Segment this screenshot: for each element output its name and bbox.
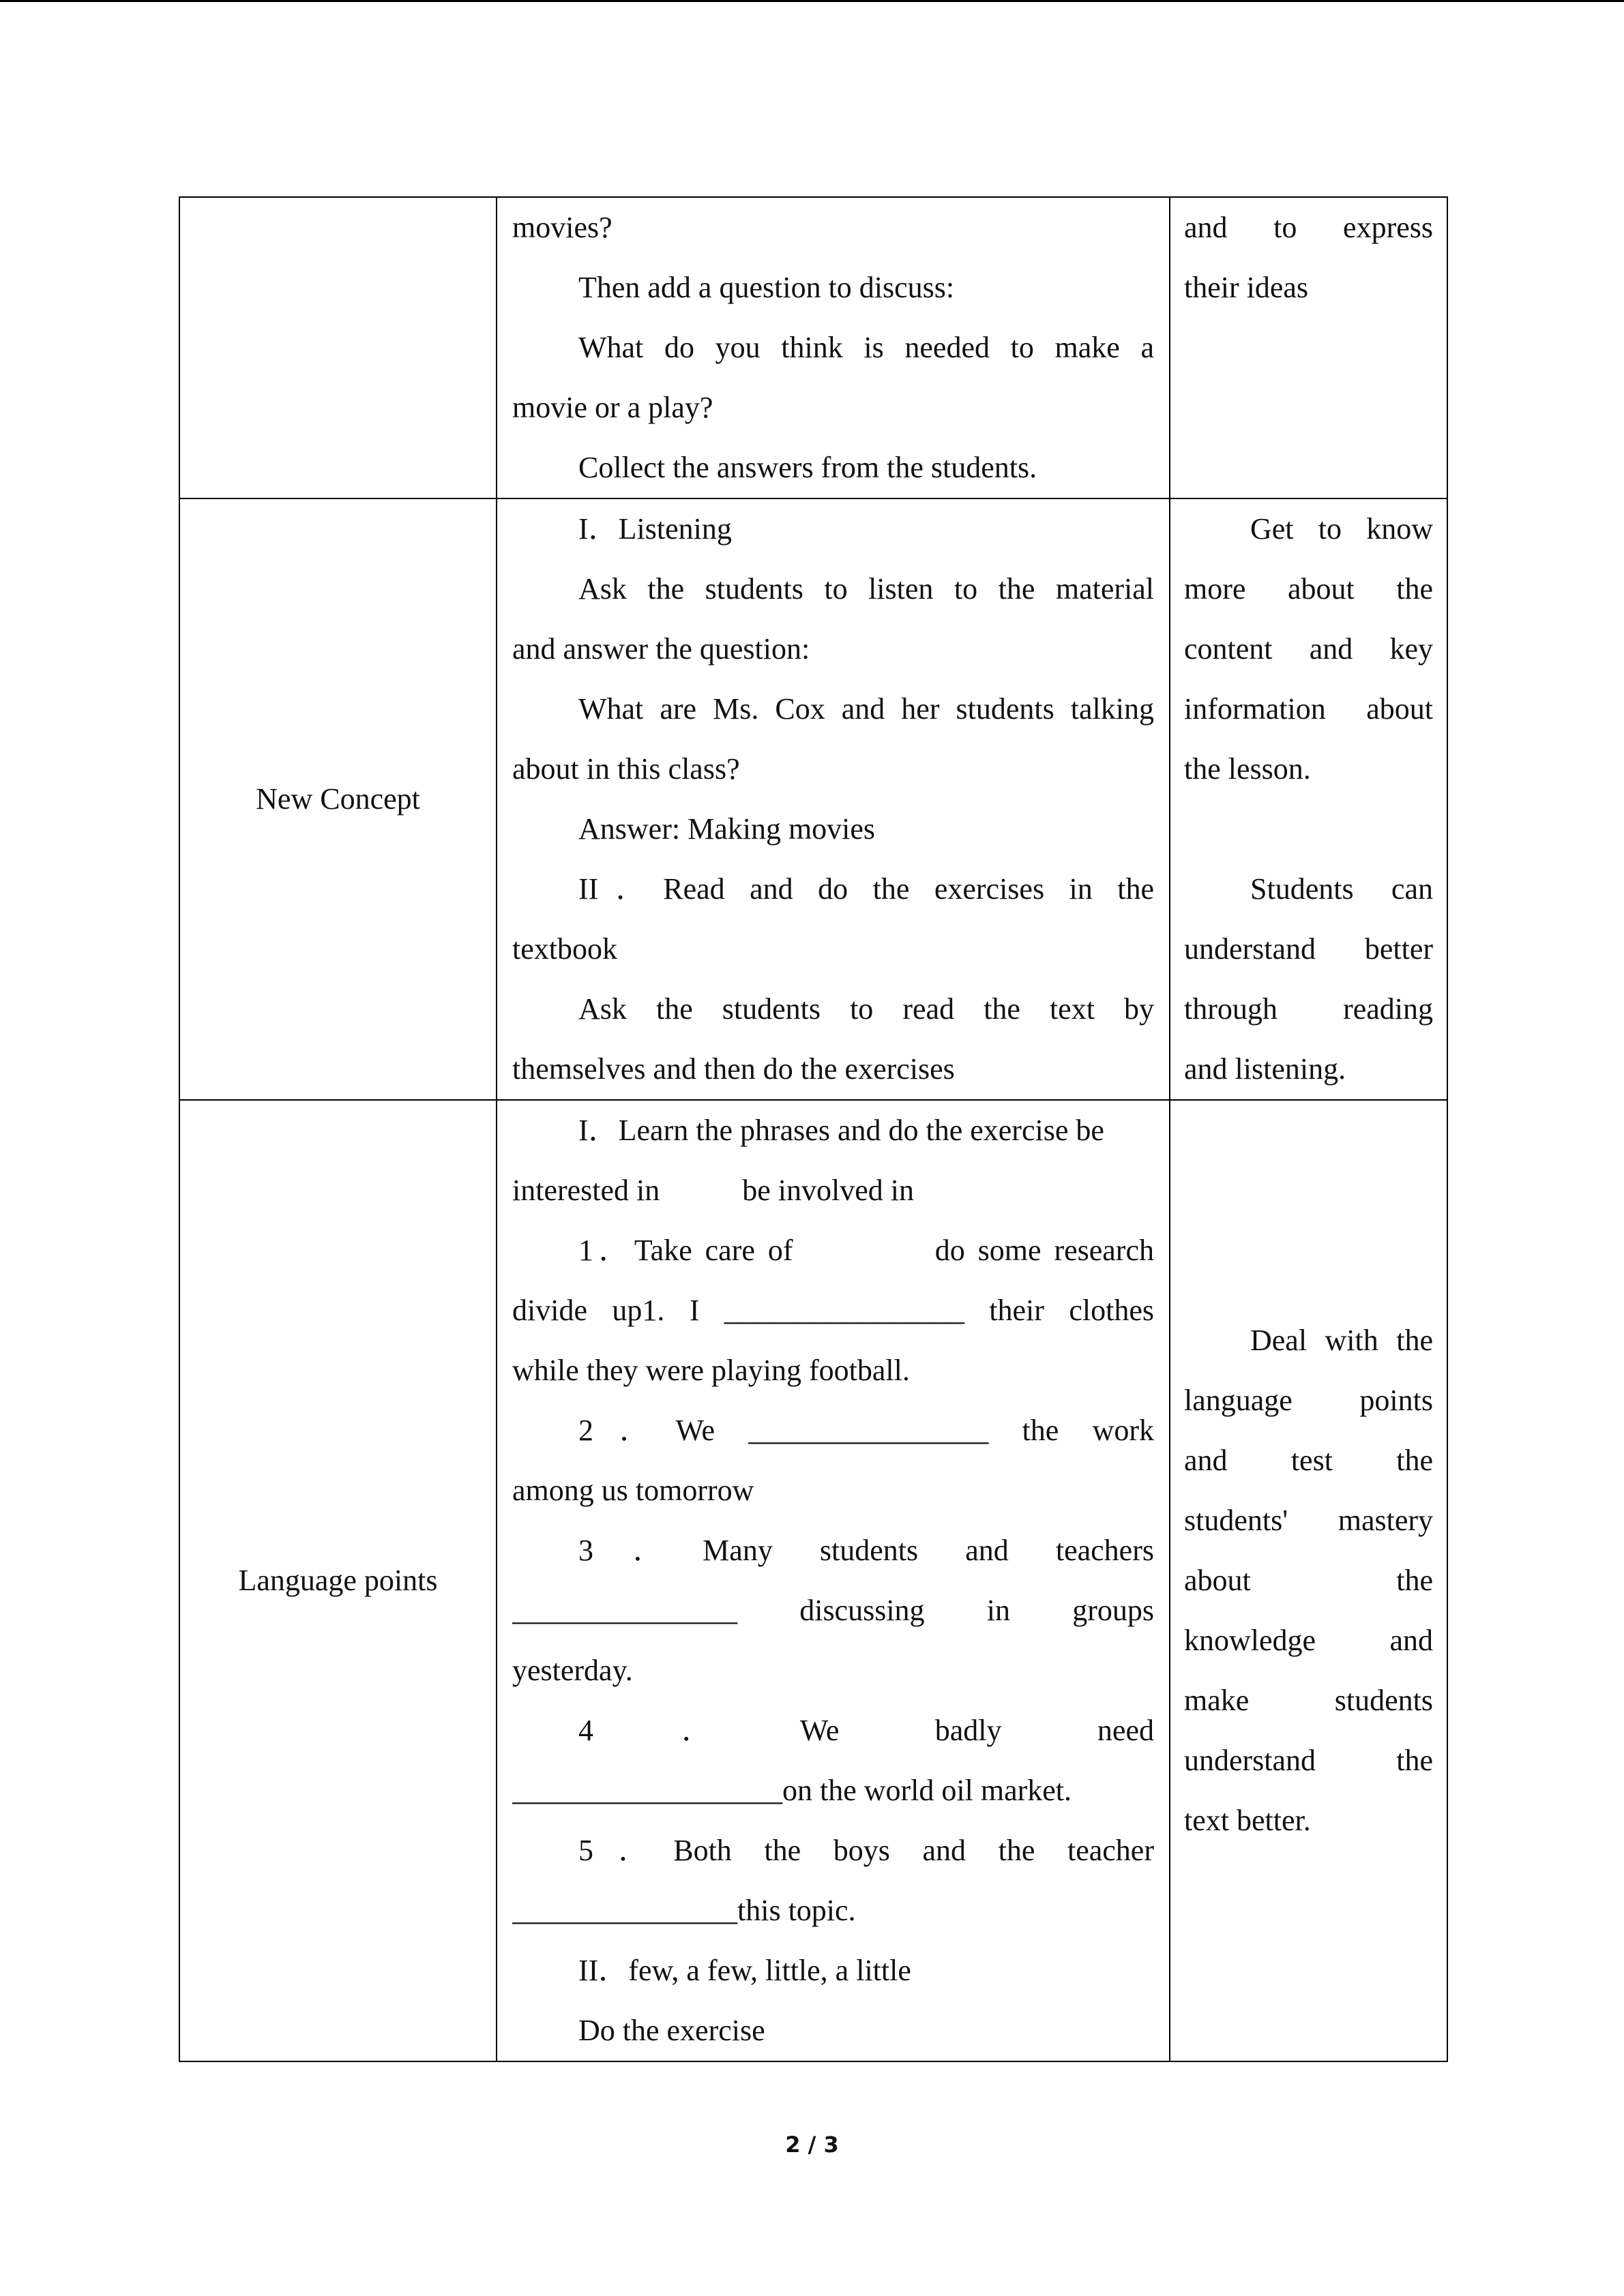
purpose-line: and test the (1184, 1444, 1433, 1477)
purpose-line: language points (1184, 1384, 1433, 1417)
content-line: while they were playing football. (512, 1354, 910, 1387)
step-cell (179, 197, 497, 498)
content-line: 4．We badly need (578, 1714, 1154, 1747)
purpose-line: Students can (1250, 872, 1433, 906)
table-row (179, 1100, 1447, 2061)
purpose-line: understand the (1184, 1744, 1433, 1777)
purpose-line: Deal with the (1250, 1324, 1433, 1357)
content-line: Ask the students to listen to the material (578, 572, 1154, 606)
purpose-line: information about (1184, 692, 1433, 726)
content-line: and answer the question: (512, 632, 810, 666)
content-line: movie or a play? (512, 391, 713, 424)
purpose-line: the lesson. (1184, 752, 1311, 786)
content-cell (497, 1100, 1170, 2061)
purpose-cell (1170, 498, 1447, 1100)
content-line: 2．We ________________ the work (578, 1414, 1154, 1447)
content-line: 1．Take care of do some research (578, 1234, 1154, 1267)
table-row (179, 197, 1447, 498)
purpose-line: more about the (1184, 572, 1433, 606)
page-number: 2 / 3 (785, 2132, 839, 2158)
content-line: Collect the answers from the students. (578, 451, 1037, 484)
content-line: I．Listening (578, 512, 732, 546)
purpose-line: Get to know (1250, 512, 1433, 546)
top-border-rule (0, 0, 1624, 2)
purpose-line: knowledge and (1184, 1624, 1433, 1657)
content-line: about in this class? (512, 752, 740, 786)
content-line: Answer: Making movies (578, 812, 876, 846)
purpose-spacer (1184, 799, 1433, 859)
content-line: among us tomorrow (512, 1474, 754, 1507)
purpose-line: students' mastery (1184, 1504, 1433, 1537)
content-line: What do you think is needed to make a (578, 331, 1154, 364)
purpose-line: make students (1184, 1684, 1433, 1717)
purpose-line: and to express (1184, 211, 1433, 244)
content-line: _______________this topic. (512, 1894, 856, 1927)
content-line: I．Learn the phrases and do the exercise be (578, 1114, 1104, 1147)
content-line: themselves and then do the exercises (512, 1052, 955, 1086)
content-line: movies? (512, 211, 612, 244)
lesson-plan-table (179, 196, 1448, 2062)
content-line: interested in be involved in (512, 1174, 914, 1207)
content-line: _______________ discussing in groups (512, 1594, 1154, 1627)
content-line: divide up1. I ________________ their clothes (512, 1294, 1154, 1327)
content-line: What are Ms. Cox and her students talking (578, 692, 1154, 726)
table-row (179, 498, 1447, 1100)
step-cell-new-concept: New Concept (179, 498, 497, 1100)
content-line: textbook (512, 932, 617, 966)
purpose-line: and listening. (1184, 1052, 1346, 1086)
content-line: II．Read and do the exercises in the (578, 872, 1154, 906)
purpose-line: their ideas (1184, 271, 1309, 304)
content-line: 5．Both the boys and the teacher (578, 1834, 1154, 1867)
purpose-line: text better. (1184, 1804, 1311, 1837)
content-line: yesterday. (512, 1654, 633, 1687)
step-cell-language-points: Language points (179, 1100, 497, 2061)
content-line: Ask the students to read the text by (578, 992, 1154, 1026)
content-line: 3．Many students and teachers (578, 1534, 1154, 1567)
content-cell (497, 197, 1170, 498)
purpose-line: understand better (1184, 932, 1433, 966)
purpose-line: through reading (1184, 992, 1433, 1026)
purpose-line: content and key (1184, 632, 1433, 666)
content-line: II．few, a few, little, a little (578, 1954, 911, 1987)
content-line: __________________on the world oil market. (512, 1774, 1072, 1807)
content-line: Do the exercise (578, 2014, 765, 2047)
content-cell (497, 498, 1170, 1100)
purpose-cell (1170, 197, 1447, 498)
purpose-line: about the (1184, 1564, 1433, 1597)
purpose-cell (1170, 1100, 1447, 2061)
content-line: Then add a question to discuss: (578, 271, 955, 304)
